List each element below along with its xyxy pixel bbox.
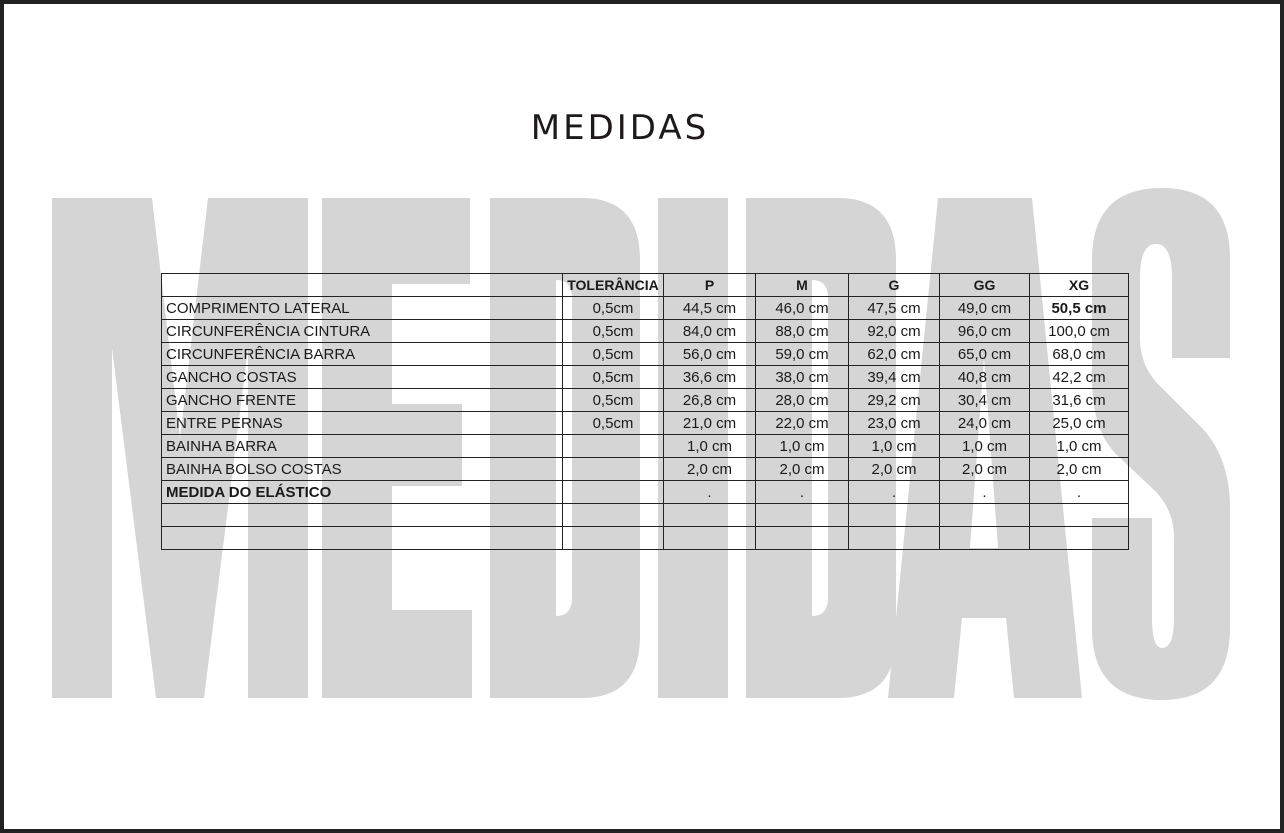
cell-tolerance bbox=[563, 458, 664, 481]
table-header-row bbox=[162, 274, 1129, 297]
cell-m bbox=[756, 504, 849, 527]
table-row bbox=[162, 481, 1129, 504]
row-label: COMPRIMENTO LATERAL bbox=[162, 297, 563, 320]
cell-tolerance bbox=[563, 435, 664, 458]
cell-m bbox=[756, 527, 849, 550]
cell-tolerance bbox=[563, 527, 664, 550]
cell-m: 28,0 cm bbox=[756, 389, 849, 412]
cell-xg: 31,6 cm bbox=[1030, 389, 1129, 412]
cell-m: 38,0 cm bbox=[756, 366, 849, 389]
table-row bbox=[162, 435, 1129, 458]
cell-tolerance: 0,5cm bbox=[563, 320, 664, 343]
cell-xg bbox=[1030, 504, 1129, 527]
table-row bbox=[162, 527, 1129, 550]
cell-gg: . bbox=[940, 481, 1030, 504]
cell-xg: 42,2 cm bbox=[1030, 366, 1129, 389]
header-size-g: G bbox=[849, 274, 940, 297]
header-size-m: M bbox=[756, 274, 849, 297]
cell-gg: 1,0 cm bbox=[940, 435, 1030, 458]
cell-m: 2,0 cm bbox=[756, 458, 849, 481]
cell-m: 46,0 cm bbox=[756, 297, 849, 320]
table-row bbox=[162, 366, 1129, 389]
cell-g bbox=[849, 527, 940, 550]
cell-tolerance: 0,5cm bbox=[563, 343, 664, 366]
cell-p bbox=[664, 504, 756, 527]
cell-tolerance: 0,5cm bbox=[563, 412, 664, 435]
cell-gg bbox=[940, 527, 1030, 550]
cell-gg: 96,0 cm bbox=[940, 320, 1030, 343]
row-label: CIRCUNFERÊNCIA BARRA bbox=[162, 343, 563, 366]
cell-gg: 65,0 cm bbox=[940, 343, 1030, 366]
cell-g bbox=[849, 504, 940, 527]
cell-g: 92,0 cm bbox=[849, 320, 940, 343]
cell-g: 23,0 cm bbox=[849, 412, 940, 435]
header-size-xg: XG bbox=[1030, 274, 1129, 297]
table-row bbox=[162, 320, 1129, 343]
header-label bbox=[162, 274, 563, 297]
row-label: GANCHO FRENTE bbox=[162, 389, 563, 412]
cell-xg bbox=[1030, 527, 1129, 550]
row-label: GANCHO COSTAS bbox=[162, 366, 563, 389]
cell-tolerance: 0,5cm bbox=[563, 366, 664, 389]
row-label: BAINHA BOLSO COSTAS bbox=[162, 458, 563, 481]
cell-gg: 30,4 cm bbox=[940, 389, 1030, 412]
row-label: BAINHA BARRA bbox=[162, 435, 563, 458]
cell-p: 56,0 cm bbox=[664, 343, 756, 366]
measurements-table bbox=[161, 273, 1129, 550]
cell-gg bbox=[940, 504, 1030, 527]
table-row bbox=[162, 389, 1129, 412]
row-label: ENTRE PERNAS bbox=[162, 412, 563, 435]
cell-g: 47,5 cm bbox=[849, 297, 940, 320]
cell-gg: 49,0 cm bbox=[940, 297, 1030, 320]
table-row bbox=[162, 297, 1129, 320]
cell-m: 22,0 cm bbox=[756, 412, 849, 435]
cell-g: 39,4 cm bbox=[849, 366, 940, 389]
cell-m: 59,0 cm bbox=[756, 343, 849, 366]
cell-p: 36,6 cm bbox=[664, 366, 756, 389]
cell-g: 2,0 cm bbox=[849, 458, 940, 481]
table-row bbox=[162, 343, 1129, 366]
row-label: MEDIDA DO ELÁSTICO bbox=[162, 481, 563, 504]
cell-tolerance bbox=[563, 481, 664, 504]
cell-p: 84,0 cm bbox=[664, 320, 756, 343]
cell-gg: 40,8 cm bbox=[940, 366, 1030, 389]
cell-p bbox=[664, 527, 756, 550]
cell-xg: 50,5 cm bbox=[1030, 297, 1129, 320]
cell-tolerance: 0,5cm bbox=[563, 297, 664, 320]
table-row bbox=[162, 412, 1129, 435]
cell-p: . bbox=[664, 481, 756, 504]
header-size-gg: GG bbox=[940, 274, 1030, 297]
cell-g: 29,2 cm bbox=[849, 389, 940, 412]
cell-p: 26,8 cm bbox=[664, 389, 756, 412]
cell-xg: 68,0 cm bbox=[1030, 343, 1129, 366]
row-label bbox=[162, 527, 563, 550]
cell-p: 44,5 cm bbox=[664, 297, 756, 320]
cell-p: 21,0 cm bbox=[664, 412, 756, 435]
cell-tolerance: 0,5cm bbox=[563, 389, 664, 412]
row-label: CIRCUNFERÊNCIA CINTURA bbox=[162, 320, 563, 343]
header-size-p: P bbox=[664, 274, 756, 297]
row-label bbox=[162, 504, 563, 527]
cell-m: 88,0 cm bbox=[756, 320, 849, 343]
header-tolerance: TOLERÂNCIA bbox=[563, 274, 664, 297]
cell-xg: 1,0 cm bbox=[1030, 435, 1129, 458]
page-title: MEDIDAS bbox=[530, 108, 710, 148]
cell-xg: 100,0 cm bbox=[1030, 320, 1129, 343]
cell-g: 62,0 cm bbox=[849, 343, 940, 366]
cell-m: 1,0 cm bbox=[756, 435, 849, 458]
cell-xg: 2,0 cm bbox=[1030, 458, 1129, 481]
cell-g: . bbox=[849, 481, 940, 504]
cell-g: 1,0 cm bbox=[849, 435, 940, 458]
cell-xg: . bbox=[1030, 481, 1129, 504]
cell-p: 2,0 cm bbox=[664, 458, 756, 481]
cell-gg: 24,0 cm bbox=[940, 412, 1030, 435]
cell-gg: 2,0 cm bbox=[940, 458, 1030, 481]
table-row bbox=[162, 504, 1129, 527]
table-row bbox=[162, 458, 1129, 481]
cell-tolerance bbox=[563, 504, 664, 527]
cell-m: . bbox=[756, 481, 849, 504]
cell-p: 1,0 cm bbox=[664, 435, 756, 458]
cell-xg: 25,0 cm bbox=[1030, 412, 1129, 435]
